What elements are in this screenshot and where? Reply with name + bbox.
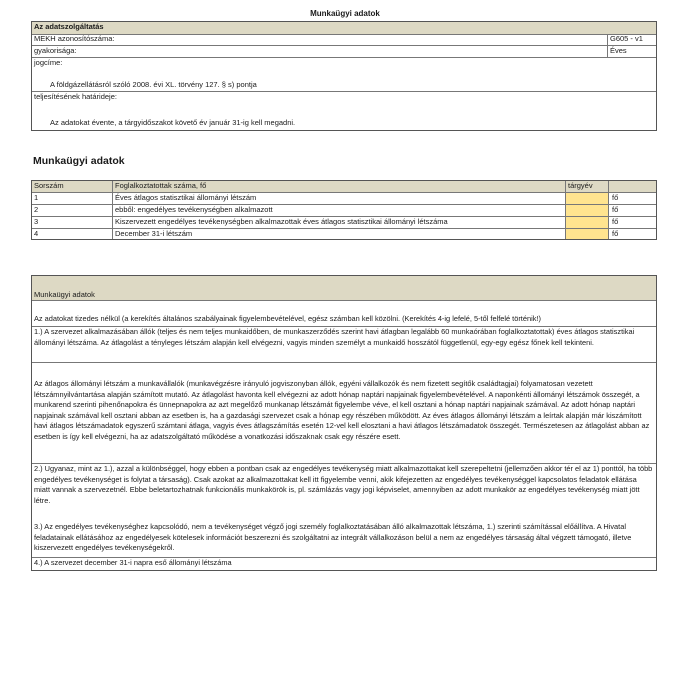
header-sorszam: Sorszám [34,181,64,190]
note-2: 2.) Ugyanaz, mint az 1.), azzal a különbséggel, hogy ebben a pontban csak az engedélyes tevékenység miatt alkalmazottakat kell szerepeltetni (jellemzően akkor tér el az 1) ponttól, ha több engedélyes tevékenységet is folytat a társaság). Csak azokat az alkalmazottakat kell itt figyelembe venni, akik kifejezetten az engedélyes tevékenységgel kapcsolatos feladatok ellátása miatt vannak a szervezetnél. Ebbe beletartozhatnak funkcionális munkakörök is, pl. számlázás vagy jogi képviselet, amennyiben az adott munkakör az engedélyes tevékenység miatt jött létre. [34,464,653,505]
note-4: 4.) A szervezet december 31-i napra eső állományi létszáma [34,558,232,567]
row-unit: fő [612,217,619,226]
table-row [32,205,656,216]
row-unit: fő [612,229,619,238]
notes-box [31,275,657,571]
frequency-value: Éves [610,46,627,55]
row-label: Kiszervezett engedélyes tevékenységben alkalmazottak éves átlagos statisztikai állományi létszáma [115,217,448,226]
note-1: 1.) A szervezet alkalmazásában állók (teljes és nem teljes munkaidőben, de munkaszerződés szerint havi átlagban legalább 60 munkaórában foglalkoztatottak) éves átlagos statisztikai állományi létszáma. Az átlagolást a tényleges létszám alapján kell elvégezni, vagyis minden személyt a munkaidő hosszától függetlenül, egy-egy egész főnek kell tekinteni. [34,327,635,347]
deadline-value: Az adatokat évente, a tárgyidőszakot követő év január 31-ig kell megadni. [50,118,296,127]
section-title: Munkaügyi adatok [33,155,125,167]
mekh-value: G605 - v1 [610,34,643,43]
mekh-label: MEKH azonosítószáma: [34,34,115,43]
info-table [31,21,657,131]
frequency-label: gyakorisága: [34,46,77,55]
headcount-table [31,180,657,240]
notes-header: Munkaügyi adatok [34,290,95,299]
info-header: Az adatszolgáltatás [32,22,656,34]
row-number: 3 [34,217,39,226]
row-unit: fő [612,193,619,202]
table-row [32,193,656,204]
table-row [32,229,656,240]
legal-basis-label: jogcíme: [34,58,63,67]
targyev-input[interactable] [566,193,608,204]
page-title: Munkaügyi adatok [310,9,380,18]
note-3: 3.) Az engedélyes tevékenységhez kapcsolódó, nem a tevékenységet végző jogi személy foglalkoztatásában álló alkalmazottak létszáma, 1.) szerinti számítással előállítva. A Hivatal feladatainak ellátásához az engedélyesek kötelesek információt beszerezni és szolgáltatni az integrált vállalkozáson belül a nem az engedélyes társaság által végzett támogató, illetve kiszervezett engedélyes tevékenységekről. [34,522,632,553]
notes-intro: Az adatokat tizedes nélkül (a kerekítés általános szabályainak figyelembevételével, egész számban kell közölni. (Kerekítés 4-ig lefelé, 5-től felfelé történik!) [34,314,541,323]
row-label: ebből: engedélyes tevékenységben alkalmazott [115,205,273,214]
deadline-label: teljesítésének határideje: [34,92,117,101]
row-number: 4 [34,229,39,238]
header-foglalkoztatottak: Foglalkoztatottak száma, fő [115,181,207,190]
row-unit: fő [612,205,619,214]
targyev-input[interactable] [566,217,608,228]
legal-basis-value: A földgázellátásról szóló 2008. évi XL. törvény 127. § s) pontja [50,80,257,89]
table-row [32,217,656,228]
targyev-input[interactable] [566,229,608,240]
table-header-row [32,181,656,192]
note-1-details: Az átlagos állományi létszám a munkavállalók (munkavégzésre irányuló jogviszonyban állók, egyéni vállalkozók és nem fizetett segítők családtagjai) folyamatosan vezetett létszámnyilvántartása alapján számított mutató. Az átlagolást havonta kell elvégezni az adott hónap naptári napjainak figyelembevételével. A naponkénti állományi létszámok összegét, a munkarend szerinti pihenőnapokra és ünnepnapokra az azt megelőző munkanap létszámát figyelembe véve, el kell osztani a hónap naptári napjainak számával. Az adott hónap naptári napjainak számával kell osztani abban az esetben is, ha a gazdasági szervezet csak a hónap egy részében működött. Az éves átlagos állományi létszám a leírtak alapján már kiszámított havi átlagos létszámadatok egyszerű számtani átlaga, vagyis éves átlagszámítás esetén 12-vel kell elosztani a havi átlagos létszámadatok összegét. Természetesen az átlagolást abban az esetben is így kell elvégezni, ha az adatszolgáltató működése a vonatkozási időszaknak csak egy részére esett. [34,379,650,441]
header-targyev: tárgyév [568,181,593,190]
targyev-input[interactable] [566,205,608,216]
row-number: 1 [34,193,39,202]
row-label: December 31-i létszám [115,229,193,238]
row-label: Éves átlagos statisztikai állományi létszám [115,193,257,202]
row-number: 2 [34,205,39,214]
